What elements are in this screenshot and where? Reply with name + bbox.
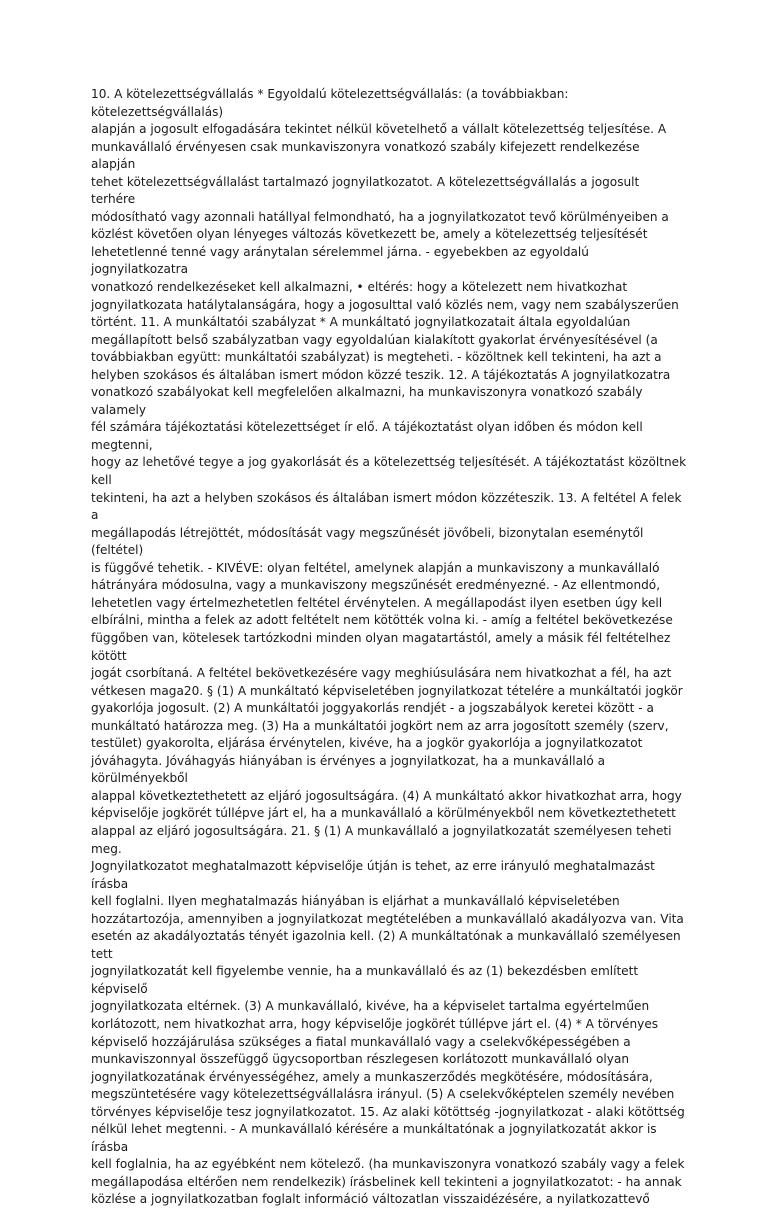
document-body-text: 10. A kötelezettségvállalás * Egyoldalú kötelezettségvállalás: (a továbbiakban: kötelezettségvállalás) alapján a jogosult elfogadására tekintet nélkül követelhető a vállalt kötelezettség teljesítése. A munkavállaló érvényesen csak munkaviszonyra vonatkozó szabály kifejezett rendelkezése alapján tehet kötelezettségvállalást tartalmazó jognyilatkozatot. A kötelezettségvállalás a jogosult terhére módosítható vagy azonnali hatállyal felmondható, ha a jognyilatkozatot tevő körülményeiben a közlést követően olyan lényeges változás következett be, amely a kötelezettség teljesítését lehetetlenné tenné vagy aránytalan sérelemmel járna. - egyebekben az egyoldalú jognyilatkozatra vonatkozó rendelkezéseket kell alkalmazni, • eltérés: hogy a kötelezett nem hivatkozhat jognyilatkozata hatálytalanságára, hogy a jogosulttal való közlés nem, vagy nem szabályszerűen történt. 11. A munkáltatói szabályzat * A munkáltató jognyilatkozatait általa egyoldalúan megállapított belső szabályzatban vagy egyoldalúan kialakított gyakorlat érvényesítésével (a továbbiakban együtt: munkáltatói szabályzat) is megteheti. - közöltnek kell tekinteni, ha azt a helyben szokásos és általában ismert módon közzé teszik. 12. A tájékoztatás A jognyilatkozatra vonatkozó szabályokat kell megfelelően alkalmazni, ha munkaviszonyra vonatkozó szabály valamely fél számára tájékoztatási kötelezettséget ír elő. A tájékoztatást olyan időben és módon kell megtenni, hogy az lehetővé tegye a jog gyakorlását és a kötelezettség teljesítését. A tájékoztatást közöltnek kell tekinteni, ha azt a helyben szokásos és általában ismert módon közzéteszik. 13. A feltétel A felek a megállapodás létrejöttét, módosítását vagy megszűnését jövőbeli, bizonytalan eseménytől (feltétel) is függővé tehetik. - KIVÉVE: olyan feltétel, amelynek alapján a munkaviszony a munkavállaló hátrányára módosulna, vagy a munkaviszony megszűnését eredményezné. - Az ellentmondó, lehetetlen vagy értelmezhetetlen feltétel érvénytelen. A megállapodást ilyen esetben úgy kell elbírálni, mintha a felek az adott feltételt nem kötötték volna ki. - amíg a feltétel bekövetkezése függőben van, kötelesek tartózkodni minden olyan magatartástól, amely a másik fél feltételhez kötött jogát csorbítaná. A feltétel bekövetkezésére vagy meghiúsulására nem hivatkozhat a fél, ha azt vétkesen maga20. § (1) A munkáltató képviseletében jognyilatkozat tételére a munkáltatói jogkör gyakorlója jogosult. (2) A munkáltatói joggyakorlás rendjét - a jogszabályok keretei között - a munkáltató határozza meg. (3) Ha a munkáltatói jogkört nem az arra jogosított személy (szerv, testület) gyakorolta, eljárása érvénytelen, kivéve, ha a jogkör gyakorlója a jognyilatkozatot jóváhagyta. Jóváhagyás hiányában is érvényes a jognyilatkozat, ha a munkavállaló a körülményekből alappal következtethetett az eljáró jogosultságára. (4) A munkáltató akkor hivatkozhat arra, hogy képviselője jogkörét túllépve járt el, ha a munkavállaló a körülményekből nem következtethetett alappal az eljáró jogosultságára. 21. § (1) A munkavállaló a jognyilatkozatát személyesen teheti meg. Jognyilatkozatot meghatalmazott képviselője útján is tehet, az erre irányuló meghatalmazást írásba kell foglalni. Ilyen meghatalmazás hiányában is eljárhat a munkavállaló képviseletében hozzátartozója, amennyiben a jognyilatkozat megtételében a munkavállaló akadályozva van. Vita esetén az akadályoztatás tényét igazolnia kell. (2) A munkáltatónak a munkavállaló személyesen tett jognyilatkozatát kell figyelembe vennie, ha a munkavállaló és az (1) bekezdésben említett képviselő jognyilatkozata eltérnek. (3) A munkavállaló, kivéve, ha a képviselet tartalma egyértelműen korlátozott, nem hivatkozhat arra, hogy képviselője jogkörét túllépve járt el. (4) * A törvényes képviselő hozzájárulása szükséges a fiatal munkavállaló vagy a cselekvőképességében a munkaviszonnyal összefüggő ügycsoportban részlegesen korlátozott munkavállaló olyan jognyilatkozatának érvényességéhez, amely a munkaszerződés megkötésére, módosítására, megszüntetésére vagy kötelezettségvállalásra irányul. (5) A cselekvőképtelen személy nevében törvényes képviselője tesz jognyilatkozatot. 15. Az alaki kötöttség -jognyilatkozat - alaki kötöttség nélkül lehet megtenni. - A munkavállaló kérésére a munkáltatónak a jognyilatkozatát akkor is írásba kell foglalnia, ha az egyébként nem kötelező. (ha munkaviszonyra vonatkozó szabály vagy a felek megállapodása eltérően nem rendelkezik) írásbelinek kell tekinteni a jognyilatkozatot: - ha annak közlése a jognyilatkozatban foglalt információ változatlan visszaidézésére, a nyilatkozattevő: [91, 87, 687, 1207]
